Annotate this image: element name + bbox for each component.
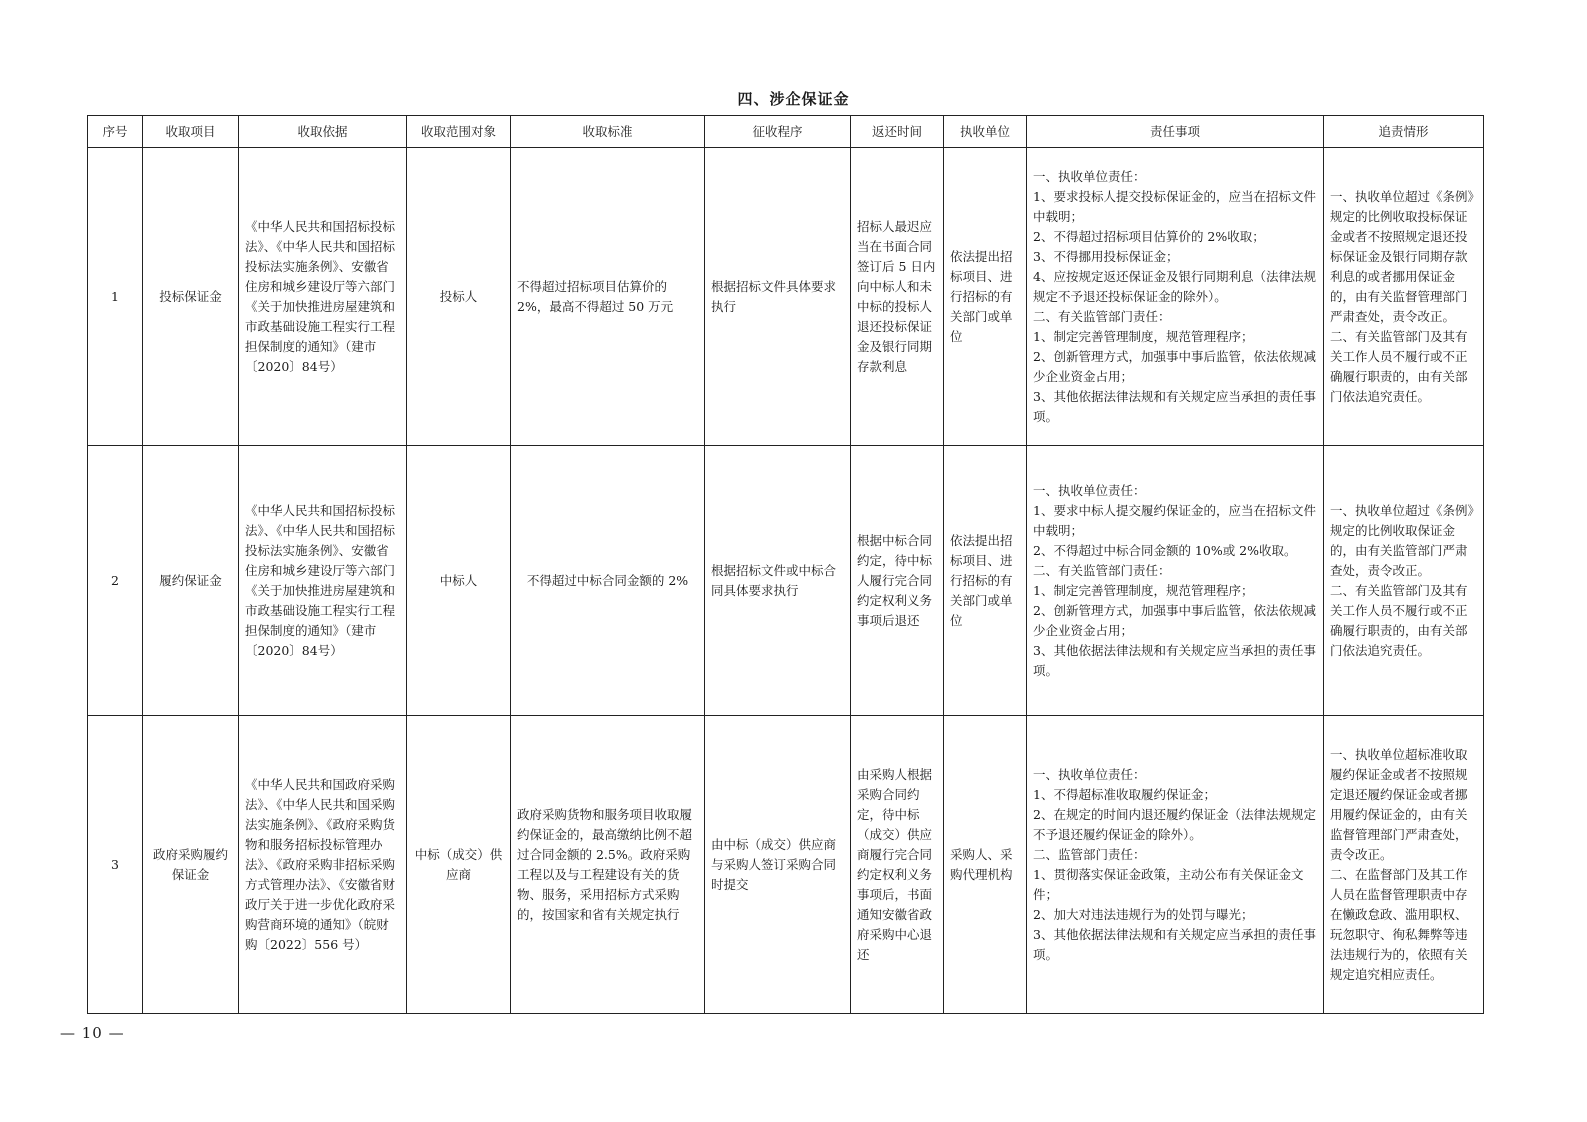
accountability-line: 一、执收单位超过《条例》规定的比例收取投标保证金或者不按照规定退还投标保证金及银行同期存款利息的或者挪用保证金的，由有关监督管理部门严肃查处，责令改正。 [1330,188,1474,324]
header-no: 序号 [88,116,143,148]
cell-procedure: 由中标（成交）供应商与采购人签订采购合同时提交 [705,716,851,1014]
header-unit: 执收单位 [944,116,1027,148]
table-row [88,148,1484,446]
cell-return-time: 由采购人根据采购合同约定，待中标（成交）供应商履行完合同约定权利义务事项后，书面通知安徽省政府采购中心退还 [851,716,944,1014]
header-item: 收取项目 [143,116,239,148]
cell-unit: 依法提出招标项目、进行招标的有关部门或单位 [944,446,1027,716]
cell-procedure: 根据招标文件具体要求执行 [705,148,851,446]
table-row [88,446,1484,716]
cell-item: 履约保证金 [143,446,239,716]
cell-standard: 政府采购货物和服务项目收取履约保证金的，最高缴纳比例不超过合同金额的 2.5%。政府采购工程以及与工程建设有关的货物、服务，采用招标方式采购的，按国家和省有关规定执行 [511,716,705,1014]
page-title: 四、涉企保证金 [737,90,850,108]
cell-accountability [1324,148,1484,446]
cell-no: 2 [88,446,143,716]
duty-line: 二、有关监管部门责任： [1033,308,1171,324]
header-procedure: 征收程序 [705,116,851,148]
duty-line: 1、制定完善管理制度，规范管理程序； [1033,582,1254,598]
cell-duties [1027,716,1324,1014]
duty-line: 二、有关监管部门责任： [1033,562,1171,578]
duty-line: 1、要求投标人提交投标保证金的，应当在招标文件中载明； [1033,188,1316,224]
duty-line: 2、不得超过中标合同金额的 10%或 2%收取。 [1033,542,1297,558]
duty-line: 2、加大对违法违规行为的处罚与曝光； [1033,906,1254,922]
duty-line: 2、不得超过招标项目估算价的 2%收取； [1033,228,1265,244]
cell-duties [1027,148,1324,446]
duty-line: 3、不得挪用投标保证金； [1033,248,1179,264]
cell-scope: 中标人 [407,446,511,716]
cell-scope: 中标（成交）供应商 [407,716,511,1014]
duty-line: 一、执收单位责任： [1033,766,1146,782]
accountability-line: 一、执收单位超标准收取履约保证金或者不按照规定退还履约保证金或者挪用履约保证金的，由有关监督管理部门严肃查处，责令改正。 [1330,746,1468,862]
duty-line: 3、其他依据法律法规和有关规定应当承担的责任事项。 [1033,642,1316,678]
duty-line: 3、其他依据法律法规和有关规定应当承担的责任事项。 [1033,388,1316,424]
cell-standard: 不得超过中标合同金额的 2% [511,446,705,716]
cell-basis: 《中华人民共和国招标投标法》、《中华人民共和国招标投标法实施条例》、安徽省住房和城乡建设厅等六部门《关于加快推进房屋建筑和市政基础设施工程实行工程担保制度的通知》（建市〔2020〕84号） [239,148,407,446]
cell-accountability [1324,716,1484,1014]
cell-standard: 不得超过招标项目估算价的2%，最高不得超过 50 万元 [511,148,705,446]
header-basis: 收取依据 [239,116,407,148]
cell-basis: 《中华人民共和国政府采购法》、《中华人民共和国采购法实施条例》、《政府采购货物和服务招标投标管理办法》、《政府采购非招标采购方式管理办法》、《安徽省财政厅关于进一步优化政府采购营商环境的通知》（皖财购〔2022〕556 号） [239,716,407,1014]
accountability-line: 二、在监督部门及其工作人员在监督管理职责中存在懒政怠政、滥用职权、玩忽职守、徇私舞弊等违法违规行为的，依照有关规定追究相应责任。 [1330,866,1468,982]
page-number: — 10 — [60,1024,125,1042]
header-scope: 收取范围对象 [407,116,511,148]
cell-item: 政府采购履约保证金 [143,716,239,1014]
duty-line: 2、创新管理方式，加强事中事后监管，依法依规减少企业资金占用； [1033,348,1316,384]
table-header-row [88,116,1484,148]
deposit-table [87,115,1484,1014]
duty-line: 一、执收单位责任： [1033,482,1146,498]
header-standard: 收取标准 [511,116,705,148]
cell-return-time: 招标人最迟应当在书面合同签订后 5 日内向中标人和未中标的投标人退还投标保证金及银行同期存款利息 [851,148,944,446]
header-duties: 责任事项 [1027,116,1324,148]
cell-unit: 采购人、采购代理机构 [944,716,1027,1014]
accountability-line: 二、有关监管部门及其有关工作人员不履行或不正确履行职责的，由有关部门依法追究责任。 [1330,328,1468,404]
cell-procedure: 根据招标文件或中标合同具体要求执行 [705,446,851,716]
duty-line: 1、要求中标人提交履约保证金的，应当在招标文件中载明； [1033,502,1316,538]
duty-line: 2、创新管理方式，加强事中事后监管，依法依规减少企业资金占用； [1033,602,1316,638]
duty-line: 4、应按规定返还保证金及银行同期利息（法律法规规定不予退还投标保证金的除外）。 [1033,268,1316,304]
duty-line: 2、在规定的时间内退还履约保证金（法律法规规定不予退还履约保证金的除外）。 [1033,806,1316,842]
accountability-line: 一、执收单位超过《条例》规定的比例收取保证金的，由有关监管部门严肃查处，责令改正。 [1330,502,1474,578]
duty-line: 1、贯彻落实保证金政策，主动公布有关保证金文件； [1033,866,1304,902]
cell-scope: 投标人 [407,148,511,446]
accountability-line: 二、有关监管部门及其有关工作人员不履行或不正确履行职责的，由有关部门依法追究责任。 [1330,582,1468,658]
table-row [88,716,1484,1014]
cell-unit: 依法提出招标项目、进行招标的有关部门或单位 [944,148,1027,446]
duty-line: 3、其他依据法律法规和有关规定应当承担的责任事项。 [1033,926,1316,962]
header-return-time: 返还时间 [851,116,944,148]
duty-line: 1、制定完善管理制度，规范管理程序； [1033,328,1254,344]
cell-duties [1027,446,1324,716]
duty-line: 二、监管部门责任： [1033,846,1146,862]
cell-accountability [1324,446,1484,716]
duty-line: 一、执收单位责任： [1033,168,1146,184]
cell-no: 3 [88,716,143,1014]
cell-item: 投标保证金 [143,148,239,446]
cell-return-time: 根据中标合同约定，待中标人履行完合同约定权利义务事项后退还 [851,446,944,716]
duty-line: 1、不得超标准收取履约保证金； [1033,786,1216,802]
header-accountability: 追责情形 [1324,116,1484,148]
cell-no: 1 [88,148,143,446]
cell-basis: 《中华人民共和国招标投标法》、《中华人民共和国招标投标法实施条例》、安徽省住房和城乡建设厅等六部门《关于加快推进房屋建筑和市政基础设施工程实行工程担保制度的通知》（建市〔2020〕84号） [239,446,407,716]
